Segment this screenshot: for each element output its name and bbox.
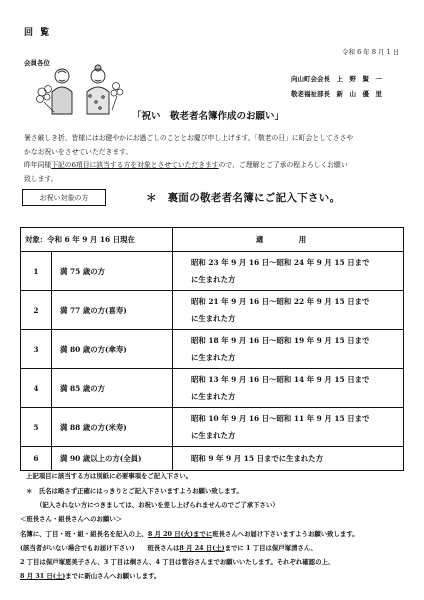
chief-note-line-1: 名簿に、丁目・班・組・組長名を記入の上、8 月 20 日(火)までに班長さんへお届け下さいますようお願い致します。 — [20, 530, 359, 538]
age-category: 満 88 歳の方(米寿) — [52, 408, 173, 447]
chief-note-line-3: 2 丁目は保戸塚恵美子さん、3 丁目は桐さん、4 丁目は菅谷さんまでお願いいたします。それぞれ確認の上、 — [20, 558, 335, 566]
sender-chairman: 向山町会会長 上 野 賢 一 — [291, 75, 382, 83]
birth-range: 昭和 9 年 9 月 15 日までに生まれた方 — [173, 447, 404, 471]
table-row — [21, 369, 404, 408]
age-category: 満 77 歳の方(喜寿) — [52, 291, 173, 330]
elderly-woman-icon — [87, 65, 109, 114]
table-row — [21, 447, 404, 471]
row-number: 5 — [21, 408, 52, 447]
intro-line-2: かなお祝いをさせていただきます。 — [24, 147, 133, 156]
back-side-instruction: ＊ 裏面の敬老者名簿にご記入下さい。 — [146, 192, 341, 204]
table-header-reference-date: 対象：令和 6 年 9 月 16 日現在 — [21, 228, 173, 252]
section-heading-chiefs-request: ＜班長さん・組長さんへのお願い＞ — [20, 515, 123, 523]
table-row — [21, 291, 404, 330]
table-row — [21, 408, 404, 447]
sender-welfare-director: 敬老福祉部長 新 山 優 里 — [291, 90, 382, 98]
chief-note-line-4: 8 月 31 日(土)までに新山さんへお願いします。 — [20, 572, 161, 580]
birth-range: 昭和 13 年 9 月 16 日～昭和 14 年 9 月 15 日まで に生まれた方 — [173, 369, 404, 408]
table-header-row — [21, 228, 404, 252]
age-category: 満 80 歳の方(傘寿) — [52, 330, 173, 369]
footnote-unregistered-notice: （記入されない方につきましては、お祝いを差し上げられませんのでご了承下さい） — [36, 501, 279, 509]
bouquet-icon — [37, 86, 55, 113]
chief-note-line-2: (該当者がいない場合でもお届け下さい) 班長さんは8 月 24 日(土)までに 1 丁目は保戸塚清さん、 — [20, 544, 318, 552]
addressee: 会員各位 — [24, 59, 50, 67]
table-row — [21, 330, 404, 369]
age-category: 満 75 歳の方 — [52, 252, 173, 291]
age-category: 満 85 歳の方 — [52, 369, 173, 408]
flower-icon — [111, 83, 123, 111]
eligibility-table — [20, 227, 404, 471]
intro-line-1: 暑さ厳しき折、皆様にはお健やかにお過ごしのこととお慶び申し上げます。「敬老の日」に町会としてささや — [24, 134, 354, 142]
document-title: 「祝い 敬老者名簿作成のお願い」 — [132, 111, 285, 122]
intro-line-3: 昨年同様下記の6項目に該当する方を対象とさせていただきますので、ご理解とご了承の程よろしくお願い — [24, 161, 348, 169]
birth-range: 昭和 21 年 9 月 16 日～昭和 22 年 9 月 15 日まで に生まれた方 — [173, 291, 404, 330]
intro-paragraph-1 — [24, 132, 402, 159]
birth-range: 昭和 23 年 9 月 16 日～昭和 24 年 9 月 15 日まで に生まれた方 — [173, 252, 404, 291]
intro-paragraph-2 — [24, 159, 402, 186]
elderly-couple-illustration — [30, 62, 126, 116]
row-number: 6 — [21, 447, 52, 471]
elderly-man-icon — [52, 69, 72, 114]
footnote-name-instruction: ＊ 氏名は略さず正確にはっきりとご記入下さいますようお願い致します。 — [26, 487, 243, 495]
table-header-applicable: 適 用 — [173, 228, 404, 252]
target-label-box: お祝い対象の方 — [22, 189, 106, 206]
row-number: 4 — [21, 369, 52, 408]
age-category: 満 90 歳以上の方(全員) — [52, 447, 173, 471]
row-number: 2 — [21, 291, 52, 330]
circular-label: 回 覧 — [24, 28, 52, 38]
row-number: 1 — [21, 252, 52, 291]
birth-range: 昭和 10 年 9 月 16 日～昭和 11 年 9 月 15 日まで に生まれた方 — [173, 408, 404, 447]
table-row — [21, 252, 404, 291]
issue-date: 令和 6 年 8 月 1 日 — [342, 48, 400, 56]
row-number: 3 — [21, 330, 52, 369]
footnote-entry-instruction: 上記項目に該当する方は別紙に必要事項をご記入下さい。 — [26, 472, 193, 480]
birth-range: 昭和 18 年 9 月 16 日～昭和 19 年 9 月 15 日まで に生まれた方 — [173, 330, 404, 369]
intro-line-4: 致します。 — [24, 174, 58, 183]
